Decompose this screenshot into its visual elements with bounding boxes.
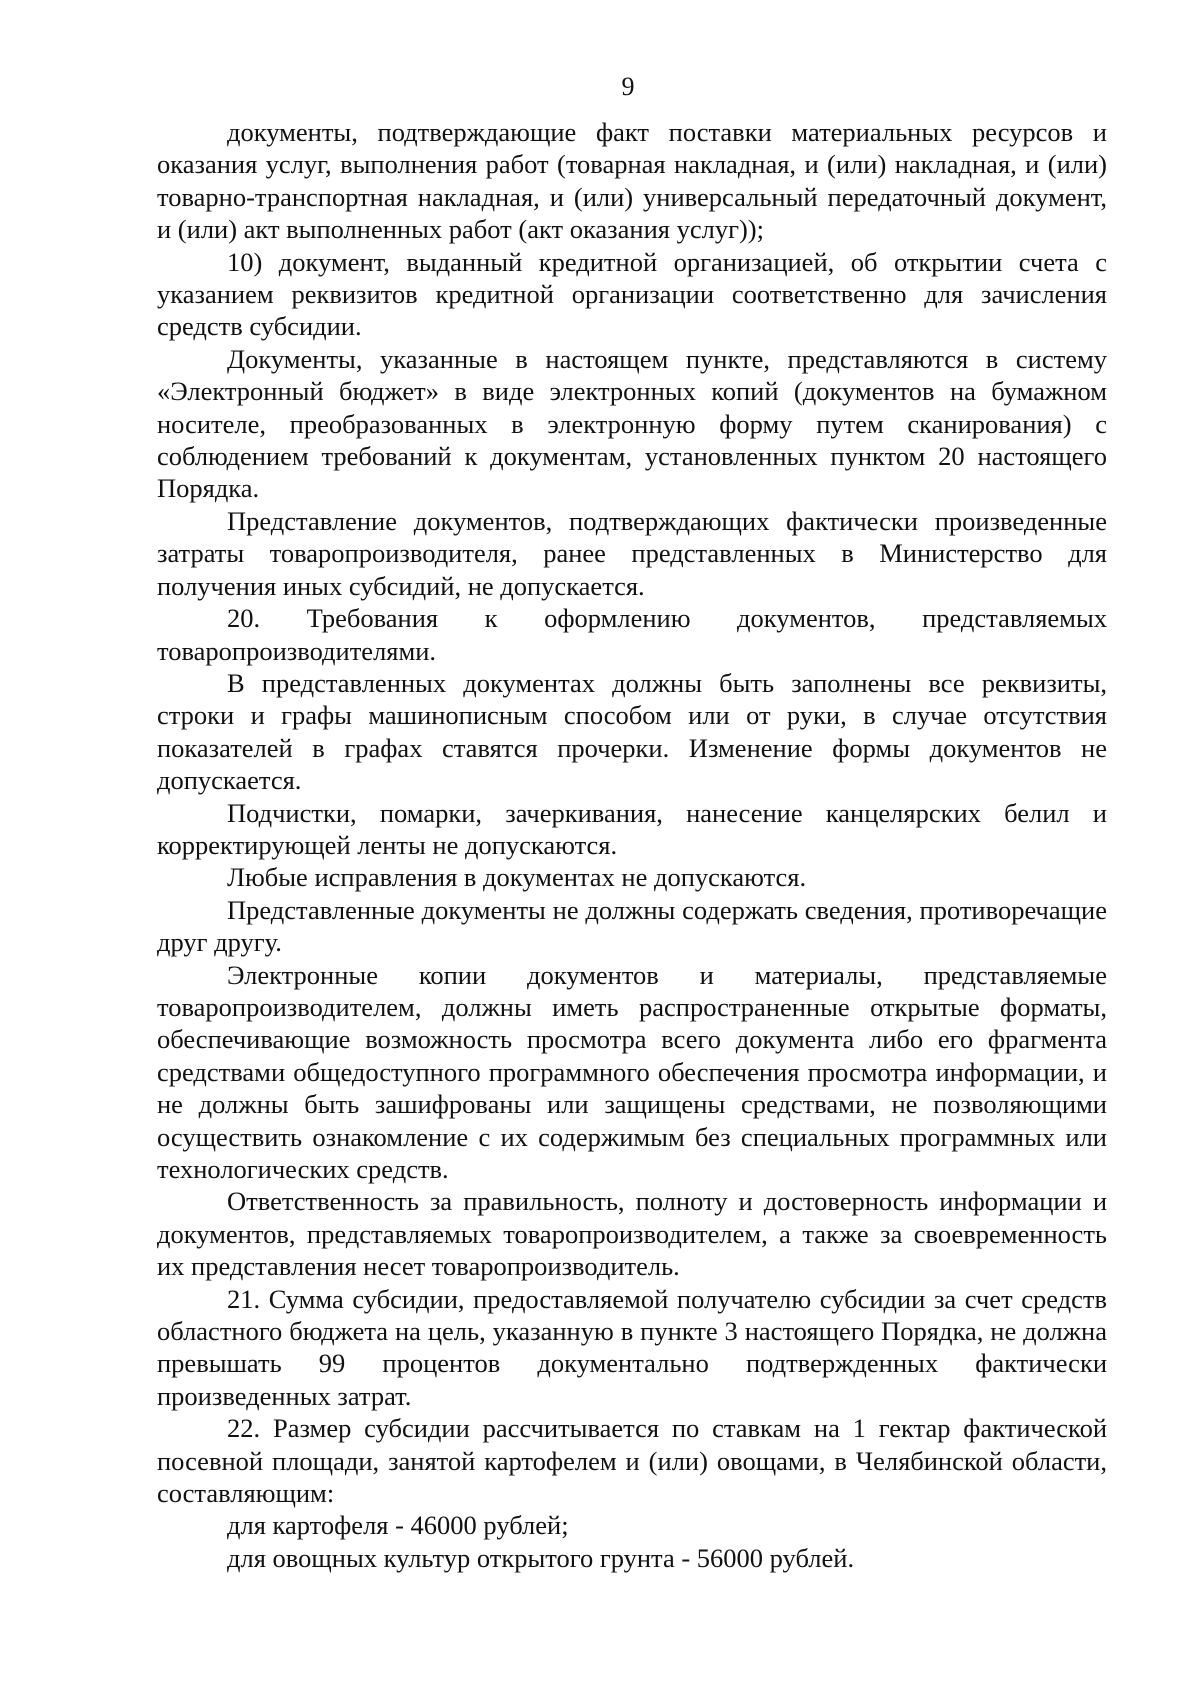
paragraph: 22. Размер субсидии рассчитывается по ставкам на 1 гектар фактической посевной площади, занятой картофелем и (или) овощами, в Челябинской области, составляющим: (157, 1413, 1107, 1509)
paragraph: Любые исправления в документах не допускаются. (227, 862, 807, 893)
paragraph: 20. Требования к оформлению документов, представляемых товаропроизводителями. (157, 603, 1107, 666)
paragraph: 10) документ, выданный кредитной организацией, об открытии счета с указанием реквизитов кредитной организации соответственно для зачисления средств субсидии. (157, 246, 1107, 342)
paragraph: Ответственность за правильность, полноту и достоверность информации и документов, представляемых товаропроизводителем, а также за своевременность их представления несет товаропроизводитель. (157, 1186, 1107, 1282)
paragraph: Представленные документы не должны содержать сведения, противоречащие друг другу. (157, 894, 1107, 958)
paragraph: 21. Сумма субсидии, предоставляемой получателю субсидии за счет средств областного бюджета на цель, указанную в пункте 3 настоящего Порядка, не должна превышать 99 процентов документально подтвержденных фактически произведенных затрат. (157, 1283, 1107, 1411)
paragraph: для овощных культур открытого грунта - 56000 рублей. (227, 1542, 855, 1573)
paragraph: Документы, указанные в настоящем пункте, представляются в систему «Электронный бюджет» в виде электронных копий (документов на бумажном носителе, преобразованных в электронную форму путем сканирования) с соблюдением требований к документам, установленных пунктом 20 настоящего Порядка. (157, 343, 1107, 504)
paragraph: Представление документов, подтверждающих фактически произведенные затраты товаропроизводителя, ранее представленных в Министерство для получения иных субсидий, не допускается. (157, 505, 1107, 601)
paragraph: Электронные копии документов и материалы, представляемые товаропроизводителем, должны иметь распространенные открытые форматы, обеспечивающие возможность просмотра всего документа либо его фрагмента средствами общедоступного программного обеспечения просмотра информации, и не должны быть зашифрованы или защищены средствами, не позволяющими осуществить ознакомление с их содержимым без специальных программных или технологических средств. (157, 959, 1107, 1184)
page-number: 9 (621, 72, 635, 101)
paragraph: документы, подтверждающие факт поставки материальных ресурсов и оказания услуг, выполнения работ (товарная накладная, и (или) накладная, и (или) товарно-транспортная накладная, и (или) универсальный передаточный документ, и (или) акт выполненных работ (акт оказания услуг)); (157, 117, 1107, 245)
document-body (157, 116, 1107, 1574)
paragraph: для картофеля - 46000 рублей; (227, 1510, 569, 1541)
paragraph: Подчистки, помарки, зачеркивания, нанесение канцелярских белил и корректирующей ленты не допускаются. (157, 797, 1107, 860)
paragraph: В представленных документах должны быть заполнены все реквизиты, строки и графы машинописным способом или от руки, в случае отсутствия показателей в графах ставятся прочерки. Изменение формы документов не допускается. (157, 667, 1107, 796)
